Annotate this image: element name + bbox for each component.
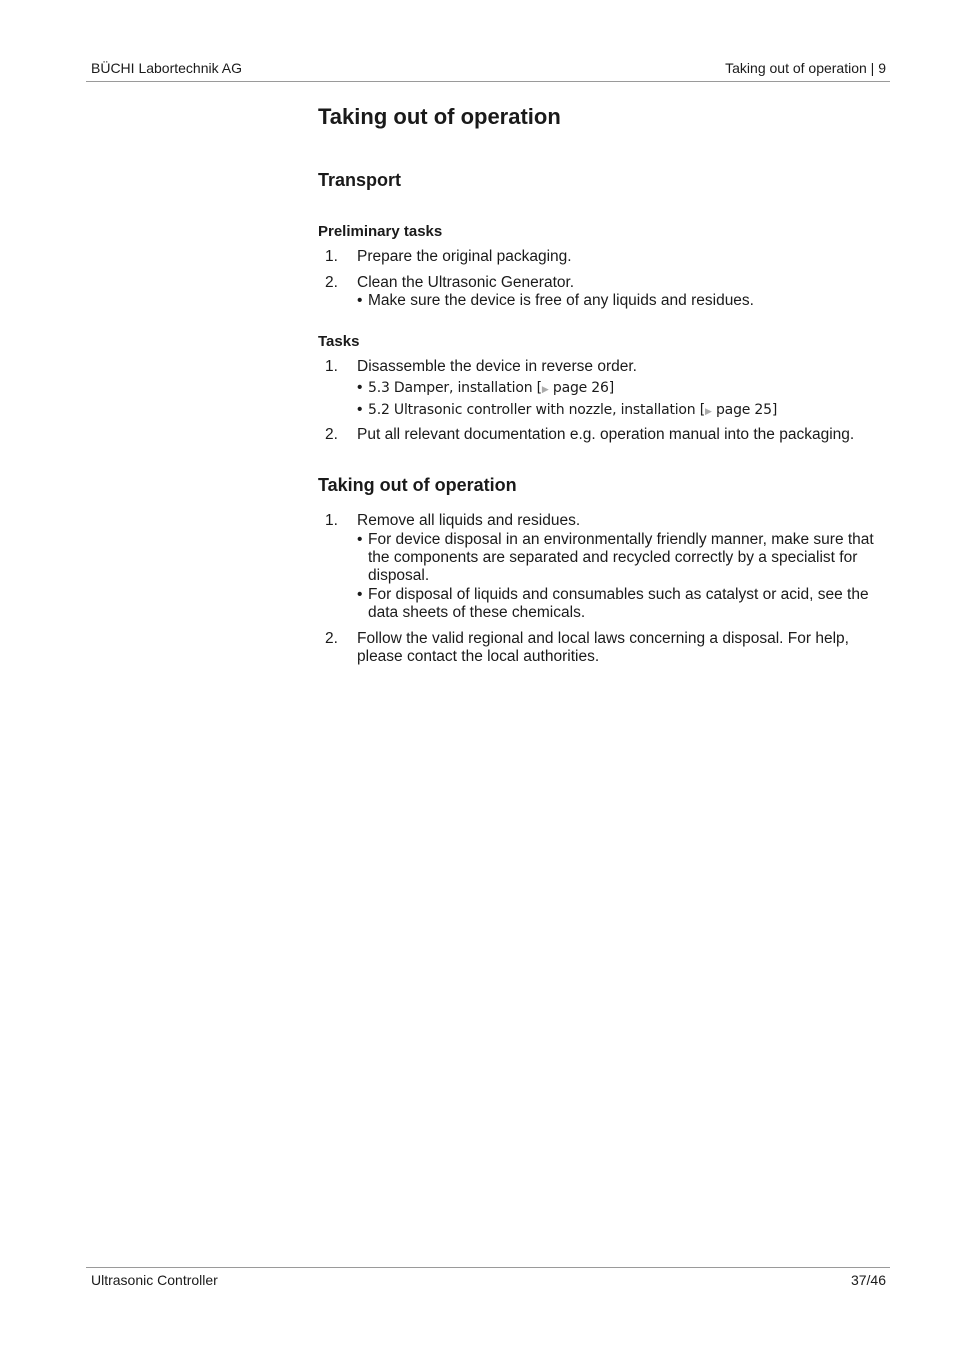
bullet-icon: • xyxy=(357,292,363,309)
step-number: 2. xyxy=(325,426,338,443)
step-text: Clean the Ultrasonic Generator. xyxy=(357,274,575,291)
chapter-title: Taking out of operation xyxy=(318,104,561,129)
bullet-text: For disposal of liquids and consumables such as catalyst or acid, see the data sheets of these chemicals. xyxy=(368,586,869,621)
footer-divider xyxy=(86,1267,890,1268)
step-text: Put all relevant documentation e.g. operation manual into the packaging. xyxy=(357,426,855,443)
section-title: Transport xyxy=(318,170,402,190)
footer-product-name: Ultrasonic Controller xyxy=(91,1272,218,1288)
triangle-right-icon: ▶ xyxy=(541,385,549,395)
bullet-text: Make sure the device is free of any liquids and residues. xyxy=(368,292,754,309)
step-text: Remove all liquids and residues. xyxy=(357,512,581,529)
header-chapter-ref: Taking out of operation | 9 xyxy=(725,60,886,76)
step-text: Disassemble the device in reverse order. xyxy=(357,358,637,375)
triangle-right-icon: ▶ xyxy=(705,407,712,417)
bullet-icon: • xyxy=(357,401,363,418)
link-text[interactable] xyxy=(368,401,890,421)
bullet-icon: • xyxy=(357,379,363,396)
bullet-icon: • xyxy=(357,531,363,548)
page-number: 37/46 xyxy=(850,1272,886,1288)
step-number: 2. xyxy=(325,630,338,647)
preliminary-tasks-heading: Preliminary tasks xyxy=(318,223,443,240)
bullet-icon: • xyxy=(357,586,363,603)
step-text: Follow the valid regional and local laws concerning a disposal. For help, please contact the local authorities. xyxy=(357,630,849,665)
link-page: page 25] xyxy=(716,402,778,418)
step-number: 1. xyxy=(325,512,338,529)
link-text[interactable] xyxy=(368,379,890,399)
link-label: 5.2 Ultrasonic controller with nozzle, installation [ xyxy=(368,402,705,418)
bullet-text: For device disposal in an environmentally friendly manner, make sure that the components are separated and recycled correctly by a specialist for disposal. xyxy=(368,531,874,584)
link-label: 5.3 Damper, installation [ xyxy=(368,380,542,396)
step-text: Prepare the original packaging. xyxy=(357,248,572,265)
header-divider xyxy=(86,81,890,82)
tasks-heading: Tasks xyxy=(318,333,360,350)
header-company: BÜCHI Labortechnik AG xyxy=(91,60,242,76)
section-title: Taking out of operation xyxy=(318,475,517,495)
step-number: 2. xyxy=(325,274,338,291)
link-page: page 26] xyxy=(552,380,614,396)
step-number: 1. xyxy=(325,248,338,265)
step-number: 1. xyxy=(325,358,338,375)
